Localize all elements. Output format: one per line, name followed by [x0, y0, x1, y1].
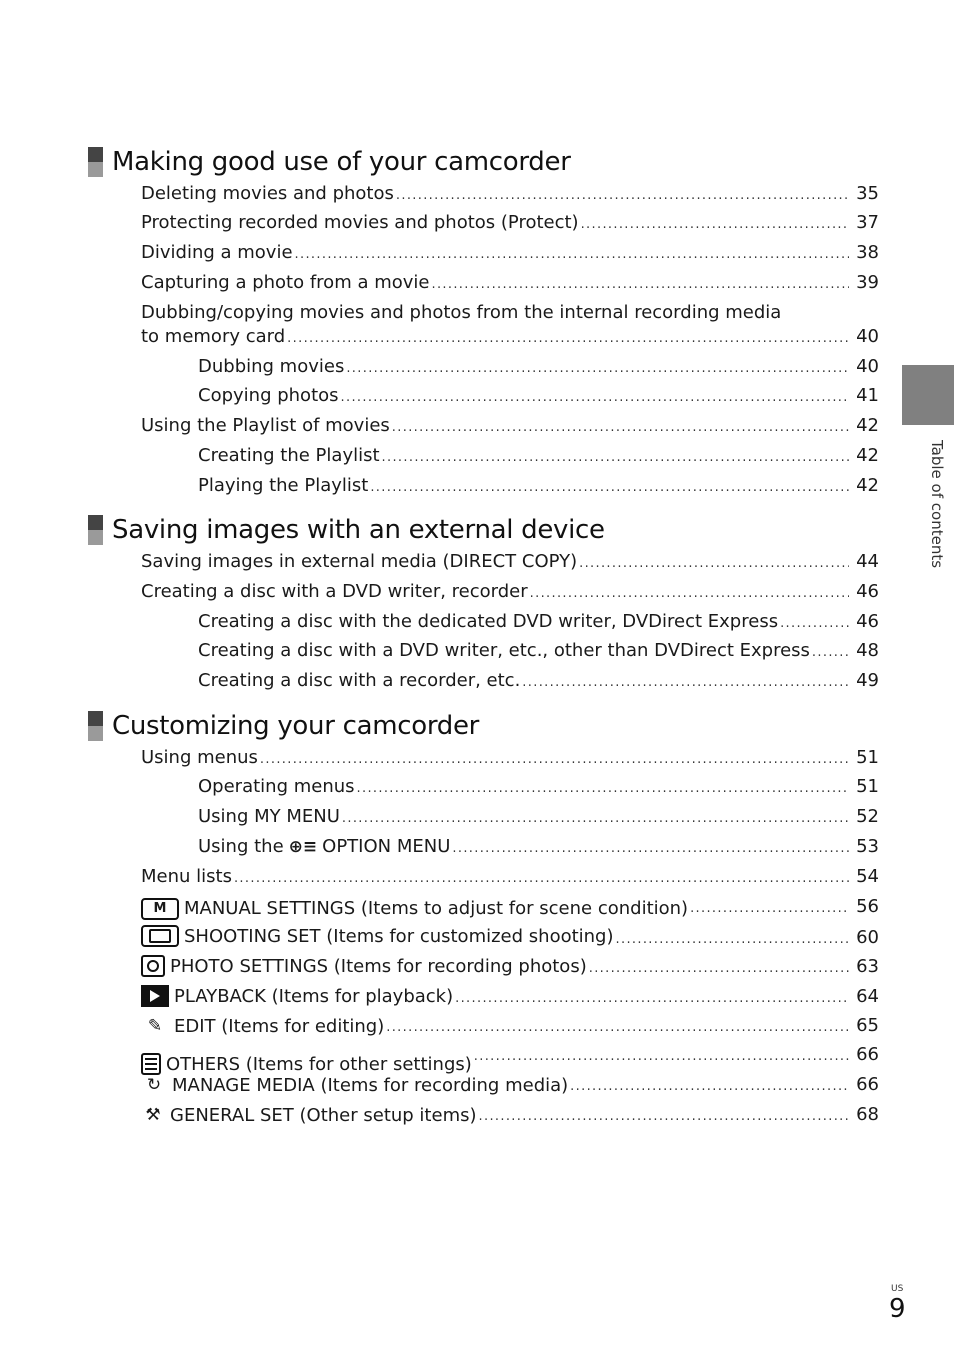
- toc-entry[interactable]: Using the Playlist of movies . . . 42: [141, 415, 879, 441]
- leader-dots: [234, 871, 849, 886]
- toc-entry-line1[interactable]: Dubbing/copying movies and photos from the internal recording media: [141, 302, 782, 323]
- page-number: 39: [856, 272, 879, 293]
- leader-dots: [382, 450, 849, 465]
- page-number: 38: [856, 242, 879, 263]
- leader-dots: [570, 1079, 849, 1094]
- leader-dots: [579, 556, 849, 571]
- toc-entry[interactable]: to memory card . . . 40: [141, 326, 879, 352]
- page-number: 56: [856, 896, 879, 917]
- page-region-label: US: [891, 1284, 904, 1294]
- leader-dots: [812, 645, 849, 660]
- page-number: 51: [856, 776, 879, 797]
- leader-dots: [357, 781, 849, 796]
- side-tab-marker: [902, 365, 954, 425]
- toc-entry[interactable]: OTHERS (Items for other settings) . . . 66: [141, 1044, 879, 1070]
- page-number: 66: [856, 1044, 879, 1065]
- toc-subentry[interactable]: Copying photos . . . 41: [198, 385, 879, 411]
- toc-subentry[interactable]: Creating a disc with a DVD writer, etc., other than DVDirect Express . . . 48: [198, 640, 879, 666]
- side-tab-label: Table of contents: [928, 440, 946, 569]
- toc-subentry[interactable]: Creating a disc with a recorder, etc. . . . 49: [198, 670, 879, 696]
- toc-entry[interactable]: ✎ EDIT (Items for editing) . . . 65: [141, 1015, 879, 1041]
- toc-entry[interactable]: Capturing a photo from a movie . . . 39: [141, 272, 879, 298]
- page-number: 64: [856, 986, 879, 1007]
- page-number: 68: [856, 1104, 879, 1125]
- leader-dots: [260, 752, 849, 767]
- section-heading: [88, 145, 571, 179]
- leader-dots: [431, 277, 849, 292]
- leader-dots: [370, 480, 849, 495]
- option-menu-icon: ⊕≡: [288, 836, 318, 857]
- leader-dots: [341, 390, 849, 405]
- page-number: 40: [856, 356, 879, 377]
- wrench-icon: ⚒: [145, 1105, 161, 1125]
- section-title: Making good use of your camcorder: [112, 147, 571, 177]
- page-number-footer: 9: [889, 1294, 906, 1324]
- toc-subentry[interactable]: Creating the Playlist . . . 42: [198, 445, 879, 471]
- page-number: 65: [856, 1015, 879, 1036]
- toc-entry[interactable]: ↻ MANAGE MEDIA (Items for recording media) . . . 66: [141, 1074, 879, 1100]
- leader-dots: [522, 675, 849, 690]
- page-number: 53: [856, 836, 879, 857]
- page-number: 42: [856, 475, 879, 496]
- section-heading: [88, 513, 605, 547]
- toc-subentry[interactable]: Playing the Playlist . . . 42: [198, 475, 879, 501]
- playback-icon: [141, 985, 169, 1007]
- page-number: 52: [856, 806, 879, 827]
- toc-entry[interactable]: Using menus . . . 51: [141, 747, 879, 773]
- page-number: 42: [856, 445, 879, 466]
- page-number: 46: [856, 581, 879, 602]
- leader-dots: [386, 1020, 849, 1035]
- toc-entry[interactable]: Creating a disc with a DVD writer, recorder . . . 46: [141, 581, 879, 607]
- section-title: Customizing your camcorder: [112, 711, 480, 741]
- leader-dots: [396, 188, 849, 203]
- page-number: 54: [856, 866, 879, 887]
- leader-dots: [295, 247, 849, 262]
- page-number: 42: [856, 415, 879, 436]
- page-number: 41: [856, 385, 879, 406]
- shooting-camera-icon: [141, 925, 179, 947]
- page-number: 48: [856, 640, 879, 661]
- page-number: 63: [856, 956, 879, 977]
- page-number: 37: [856, 212, 879, 233]
- manual-camera-icon: M: [141, 898, 179, 920]
- leader-dots: [452, 841, 849, 856]
- section-marker: [88, 147, 103, 177]
- others-icon: [141, 1053, 161, 1075]
- toc-entry[interactable]: PLAYBACK (Items for playback) . . . 64: [141, 985, 879, 1011]
- leader-dots: [690, 901, 849, 916]
- toc-entry[interactable]: Menu lists . . . 54: [141, 866, 879, 892]
- toc-entry[interactable]: PHOTO SETTINGS (Items for recording photos) . . . 63: [141, 955, 879, 981]
- page-number: 51: [856, 747, 879, 768]
- leader-dots: [616, 932, 849, 947]
- toc-entry[interactable]: Deleting movies and photos . . . 35: [141, 183, 879, 209]
- toc-subentry[interactable]: Using the ⊕≡ OPTION MENU . . . 53: [198, 836, 879, 862]
- page-number: 60: [856, 927, 879, 948]
- edit-icon: ✎: [147, 1016, 163, 1036]
- page-number: 44: [856, 551, 879, 572]
- leader-dots: [342, 811, 849, 826]
- leader-dots: [346, 361, 849, 376]
- toc-entry[interactable]: M MANUAL SETTINGS (Items to adjust for scene condition) . . . 56: [141, 896, 879, 922]
- leader-dots: [530, 586, 849, 601]
- section-heading: [88, 709, 479, 743]
- toc-subentry[interactable]: Dubbing movies . . . 40: [198, 356, 879, 382]
- manage-media-icon: ↻: [146, 1075, 162, 1095]
- page-number: 46: [856, 611, 879, 632]
- leader-dots: [780, 616, 849, 631]
- leader-dots: [474, 1049, 849, 1064]
- toc-entry[interactable]: SHOOTING SET (Items for customized shooting) . . . 60: [141, 925, 879, 951]
- toc-subentry[interactable]: Operating menus . . . 51: [198, 776, 879, 802]
- leader-dots: [581, 217, 849, 232]
- toc-entry[interactable]: Dividing a movie . . . 38: [141, 242, 879, 268]
- page-number: 49: [856, 670, 879, 691]
- toc-entry[interactable]: Protecting recorded movies and photos (Protect) . . . 37: [141, 212, 879, 238]
- leader-dots: [479, 1109, 849, 1124]
- leader-dots: [287, 331, 849, 346]
- page-number: 40: [856, 326, 879, 347]
- leader-dots: [455, 991, 849, 1006]
- page-number: 66: [856, 1074, 879, 1095]
- toc-subentry[interactable]: Creating a disc with the dedicated DVD writer, DVDirect Express . . . 46: [198, 611, 879, 637]
- toc-entry[interactable]: Saving images in external media (DIRECT COPY) . . . 44: [141, 551, 879, 577]
- leader-dots: [392, 420, 849, 435]
- page-number: 35: [856, 183, 879, 204]
- toc-subentry[interactable]: Using MY MENU . . . 52: [198, 806, 879, 832]
- section-marker: [88, 515, 103, 545]
- section-marker: [88, 711, 103, 741]
- photo-camera-icon: [141, 955, 165, 977]
- toc-entry[interactable]: ⚒ GENERAL SET (Other setup items) . . . 68: [141, 1104, 879, 1130]
- leader-dots: [589, 961, 849, 976]
- section-title: Saving images with an external device: [112, 515, 605, 545]
